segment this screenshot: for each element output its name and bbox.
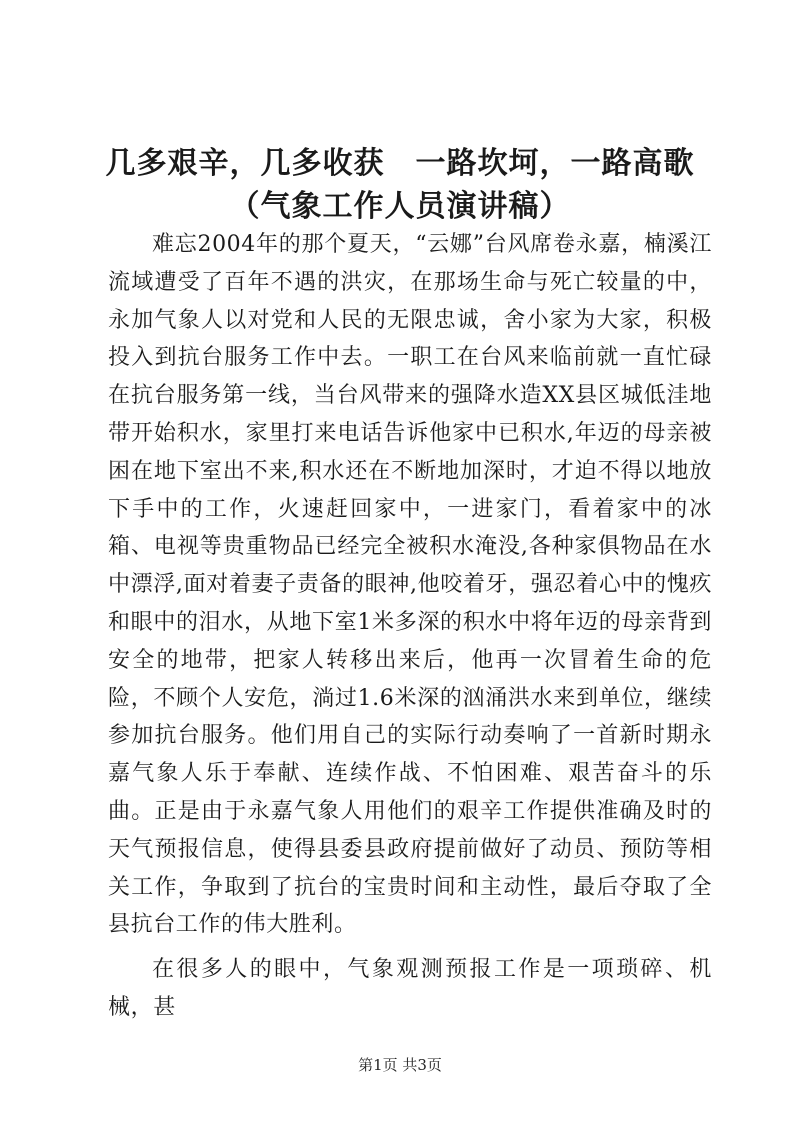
paragraph-typhoon-story: 难忘2004年的那个夏天，“云娜”台风席卷永嘉，楠溪江流域遭受了百年不遇的洪灾，在那场生命与死亡较量的中，永加气象人以对党和人民的无限忠诚，舍小家为大家，积极投入到抗台服务工作中去。一职工在台风来临前就一直忙碌在抗台服务第一线，当台风带来的强降水造XX县区城低洼地带开始积水，家里打来电话告诉他家中已积水,年迈的母亲被困在地下室出不来,积水还在不断地加深时，才迫不得以地放下手中的工作，火速赶回家中，一进家门，看着家中的冰箱、电视等贵重物品已经完全被积水淹没,各种家俱物品在水中漂浮,面对着妻子责备的眼神,他咬着牙，强忍着心中的愧疚和眼中的泪水，从地下室1米多深的积水中将年迈的母亲背到安全的地带，把家人转移出来后，他再一次冒着生命的危险，不顾个人安危，淌过1.6米深的汹涌洪水来到单位，继续参加抗台服务。他们用自己的实际行动奏响了一首新时期永嘉气象人乐于奉献、连续作战、不怕困难、艰苦奋斗的乐曲。正是由于永嘉气象人用他们的艰辛工作提供准确及时的天气预报信息，使得县委县政府提前做好了动员、预防等相关工作，争取到了抗台的宝贵时间和主动性，最后夺取了全县抗台工作的伟大胜利。 <box>108 232 712 938</box>
title-subtitle: （气象工作人员演讲稿） <box>229 189 571 224</box>
document-title <box>90 142 710 228</box>
page-number-footer: 第1页 共3页 <box>358 1056 442 1074</box>
paragraph-work-perception: 在很多人的眼中，气象观测预报工作是一项琐碎、机械，甚 <box>108 957 712 1020</box>
document-body <box>108 226 712 1027</box>
title-main: 几多艰辛，几多收获 一路坎坷，一路高歌 <box>105 146 695 181</box>
